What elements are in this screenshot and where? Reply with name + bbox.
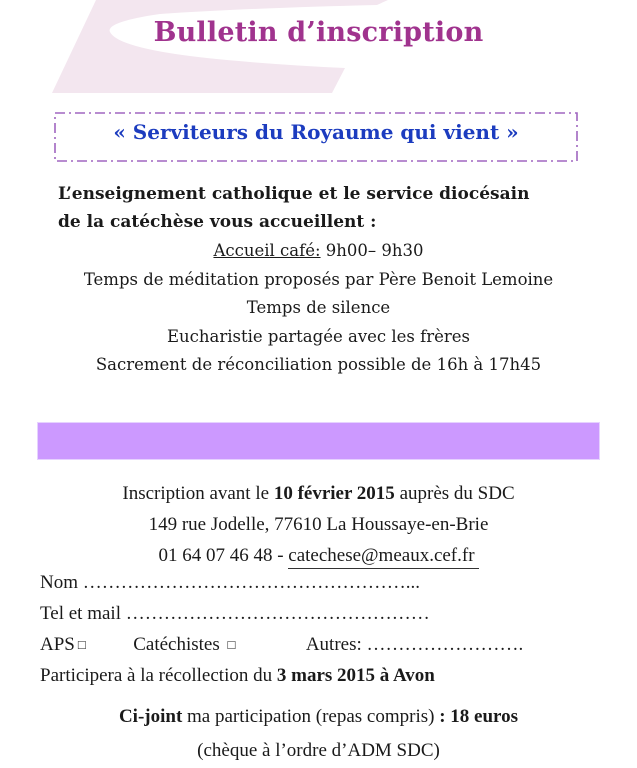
phone: 01 64 07 46 48 - <box>158 545 289 566</box>
program-list <box>0 237 637 380</box>
address: 149 rue Jodelle, 77610 La Houssaye-en-Brie <box>148 514 489 535</box>
event-title-frame <box>54 112 578 162</box>
payment-info <box>0 700 637 768</box>
payment-amount: : 18 euros <box>439 706 519 727</box>
separator-band <box>37 422 600 460</box>
intro-line: L’enseignement catholique et le service diocésain <box>58 184 530 204</box>
deadline-prefix: Inscription avant le <box>122 483 274 504</box>
attendance-event: 3 mars 2015 à Avon <box>276 665 435 686</box>
others-blank[interactable]: ……………………. <box>366 634 524 655</box>
registration-info <box>0 478 637 571</box>
name-field[interactable] <box>40 567 610 598</box>
cheque-note: (chèque à l’ordre d’ADM SDC) <box>197 740 440 761</box>
deadline-date: 10 février 2015 <box>273 483 395 504</box>
welcome-time: 9h00– 9h30 <box>320 241 424 260</box>
contact-field[interactable] <box>40 598 610 629</box>
name-blank[interactable]: ……………………………………………... <box>82 572 420 593</box>
deadline-suffix: auprès du SDC <box>394 483 515 504</box>
deadline-line <box>0 478 637 509</box>
program-item: Temps de méditation proposés par Père Benoit Lemoine <box>83 269 554 289</box>
program-item: Temps de silence <box>246 298 391 317</box>
welcome-label: Accueil café: <box>213 241 321 260</box>
email-link[interactable]: catechese@meaux.cef.fr <box>288 545 478 569</box>
option-others-label: Autres: <box>305 634 367 655</box>
option-catechists-label: Catéchistes <box>133 634 220 655</box>
contact-blank[interactable]: ………………………………………… <box>125 603 430 624</box>
option-aps-label: APS <box>40 634 75 655</box>
role-options <box>40 629 610 660</box>
enclosed-label: Ci-joint <box>118 706 183 727</box>
registration-form <box>40 567 610 691</box>
enclosed-text: ma participation (repas compris) <box>182 706 440 727</box>
program-welcome <box>0 237 637 266</box>
checkbox-aps[interactable]: □ <box>77 637 86 652</box>
event-title: « Serviteurs du Royaume qui vient » <box>113 120 519 144</box>
intro-text <box>58 180 598 236</box>
checkbox-catechists[interactable]: □ <box>227 637 236 652</box>
form-title: Bulletin d’inscription <box>153 17 484 48</box>
program-item: Sacrement de réconciliation possible de 16h à 17h45 <box>95 355 542 374</box>
attendance-prefix: Participera à la récollection du <box>40 665 277 686</box>
payment-line <box>0 700 637 734</box>
program-item: Eucharistie partagée avec les frères <box>166 326 471 346</box>
intro-line: de la catéchèse vous accueillent : <box>58 212 377 232</box>
name-label: Nom <box>40 572 83 593</box>
attendance-line <box>40 660 610 691</box>
contact-label: Tel et mail <box>40 603 126 624</box>
